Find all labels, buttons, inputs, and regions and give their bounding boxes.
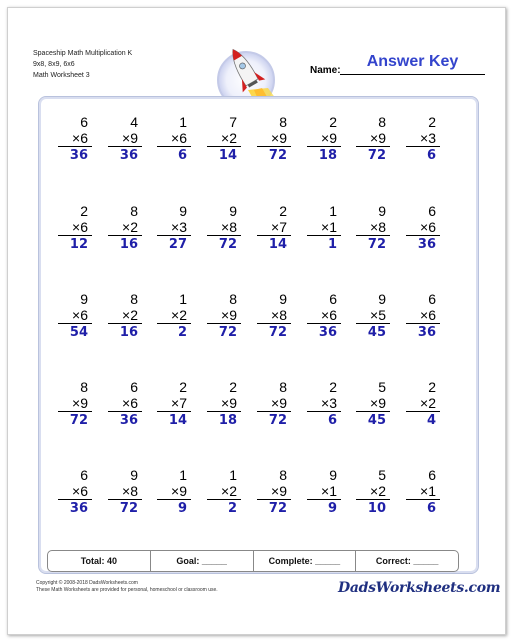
goal-field[interactable]: Goal: _____ <box>150 551 253 571</box>
multiplicand: 8 <box>229 291 237 307</box>
answer: 6 <box>426 501 436 516</box>
problem <box>352 291 392 341</box>
correct-field[interactable]: Correct: _____ <box>355 551 458 571</box>
problem <box>303 467 343 517</box>
multiplier: ×8 <box>221 219 237 235</box>
multiplier: ×9 <box>122 130 138 146</box>
problem <box>402 114 442 164</box>
answer: 6 <box>426 148 436 163</box>
answer: 36 <box>69 501 88 516</box>
problem <box>153 203 193 253</box>
problem <box>203 114 243 164</box>
multiplier: ×1 <box>321 219 337 235</box>
answer: 9 <box>177 501 187 516</box>
multiplier: ×8 <box>271 307 287 323</box>
answer: 6 <box>327 413 337 428</box>
problem <box>104 379 144 429</box>
usage-line: These Math Worksheets are provided for personal, homeschool or classroom use. <box>36 587 218 593</box>
problem <box>54 203 94 253</box>
problem <box>54 379 94 429</box>
multiplier: ×9 <box>171 483 187 499</box>
name-field[interactable] <box>340 74 485 75</box>
problem <box>402 291 442 341</box>
problem <box>253 114 293 164</box>
multiplier: ×2 <box>122 219 138 235</box>
worksheet-number: Math Worksheet 3 <box>33 72 90 79</box>
worksheet-title: Spaceship Math Multiplication K <box>33 50 133 57</box>
answer: 12 <box>69 237 88 252</box>
problem <box>253 467 293 517</box>
multiplier: ×2 <box>420 395 436 411</box>
problem <box>253 291 293 341</box>
problem <box>253 203 293 253</box>
multiplier: ×6 <box>72 307 88 323</box>
problem <box>352 114 392 164</box>
multiplier: ×6 <box>171 130 187 146</box>
multiplicand: 8 <box>130 291 138 307</box>
worksheet-facts: 9x8, 8x9, 6x6 <box>33 61 75 68</box>
multiplicand: 8 <box>80 379 88 395</box>
answer: 36 <box>417 325 436 340</box>
brand-logo: DadsWorksheets.com <box>338 580 501 596</box>
multiplier: ×2 <box>171 307 187 323</box>
problem <box>54 291 94 341</box>
answer: 14 <box>268 237 287 252</box>
answer: 36 <box>318 325 337 340</box>
answer: 54 <box>69 325 88 340</box>
multiplicand: 8 <box>279 114 287 130</box>
multiplier: ×3 <box>420 130 436 146</box>
answer: 72 <box>119 501 138 516</box>
multiplicand: 8 <box>378 114 386 130</box>
multiplier: ×9 <box>221 395 237 411</box>
multiplicand: 2 <box>428 379 436 395</box>
answer: 9 <box>327 501 337 516</box>
multiplicand: 1 <box>329 203 337 219</box>
multiplicand: 2 <box>279 203 287 219</box>
multiplicand: 6 <box>428 203 436 219</box>
answer: 72 <box>268 148 287 163</box>
complete-field[interactable]: Complete: _____ <box>253 551 356 571</box>
answer: 36 <box>119 413 138 428</box>
multiplicand: 4 <box>130 114 138 130</box>
multiplicand: 8 <box>279 379 287 395</box>
multiplier: ×3 <box>321 395 337 411</box>
multiplicand: 1 <box>179 467 187 483</box>
problem <box>153 379 193 429</box>
answer: 16 <box>119 237 138 252</box>
multiplicand: 8 <box>279 467 287 483</box>
multiplier: ×2 <box>122 307 138 323</box>
multiplier: ×2 <box>221 483 237 499</box>
multiplier: ×6 <box>72 483 88 499</box>
problem <box>54 467 94 517</box>
multiplicand: 2 <box>428 114 436 130</box>
multiplicand: 5 <box>378 467 386 483</box>
multiplier: ×9 <box>370 395 386 411</box>
problem <box>352 203 392 253</box>
multiplier: ×9 <box>271 483 287 499</box>
problem <box>402 203 442 253</box>
multiplier: ×8 <box>122 483 138 499</box>
problem <box>104 114 144 164</box>
problem <box>402 379 442 429</box>
answer: 2 <box>177 325 187 340</box>
multiplicand: 2 <box>179 379 187 395</box>
answer: 14 <box>168 413 187 428</box>
multiplicand: 2 <box>229 379 237 395</box>
problem <box>104 203 144 253</box>
answer: 72 <box>268 325 287 340</box>
problem <box>54 114 94 164</box>
multiplicand: 1 <box>179 114 187 130</box>
multiplier: ×9 <box>370 130 386 146</box>
copyright-line: Copyright © 2008-2018 DadsWorksheets.com <box>36 580 138 586</box>
multiplicand: 9 <box>329 467 337 483</box>
answer: 27 <box>168 237 187 252</box>
multiplier: ×6 <box>72 130 88 146</box>
name-label: Name: <box>310 65 341 76</box>
multiplicand: 8 <box>130 203 138 219</box>
answer: 14 <box>218 148 237 163</box>
answer: 10 <box>367 501 386 516</box>
problem <box>203 291 243 341</box>
multiplier: ×6 <box>72 219 88 235</box>
multiplicand: 9 <box>130 467 138 483</box>
multiplier: ×9 <box>271 130 287 146</box>
multiplier: ×1 <box>321 483 337 499</box>
multiplicand: 5 <box>378 379 386 395</box>
multiplicand: 9 <box>179 203 187 219</box>
answer: 36 <box>417 237 436 252</box>
multiplier: ×7 <box>171 395 187 411</box>
multiplier: ×6 <box>321 307 337 323</box>
problem <box>303 291 343 341</box>
multiplicand: 6 <box>428 467 436 483</box>
problem <box>203 467 243 517</box>
multiplier: ×9 <box>271 395 287 411</box>
multiplicand: 9 <box>229 203 237 219</box>
problem <box>303 203 343 253</box>
answer: 72 <box>367 237 386 252</box>
multiplicand: 9 <box>80 291 88 307</box>
problem <box>153 291 193 341</box>
answer: 72 <box>268 413 287 428</box>
multiplier: ×3 <box>171 219 187 235</box>
multiplicand: 2 <box>329 114 337 130</box>
answer: 18 <box>218 413 237 428</box>
problem <box>352 467 392 517</box>
answer: 1 <box>327 237 337 252</box>
multiplicand: 6 <box>428 291 436 307</box>
copyright-notice <box>36 580 218 594</box>
answer: 72 <box>218 325 237 340</box>
multiplier: ×5 <box>370 307 386 323</box>
answer: 72 <box>69 413 88 428</box>
multiplicand: 7 <box>229 114 237 130</box>
worksheet-header <box>33 48 132 81</box>
multiplier: ×1 <box>420 483 436 499</box>
multiplicand: 9 <box>378 291 386 307</box>
answer: 6 <box>177 148 187 163</box>
answer: 2 <box>227 501 237 516</box>
answer: 72 <box>218 237 237 252</box>
multiplicand: 6 <box>329 291 337 307</box>
multiplicand: 6 <box>80 467 88 483</box>
answer: 72 <box>367 148 386 163</box>
answer-key-title: Answer Key <box>366 53 459 70</box>
answer: 45 <box>367 325 386 340</box>
multiplier: ×7 <box>271 219 287 235</box>
answer: 72 <box>268 501 287 516</box>
problem <box>104 291 144 341</box>
problem <box>153 467 193 517</box>
multiplicand: 1 <box>229 467 237 483</box>
problem <box>253 379 293 429</box>
multiplier: ×6 <box>122 395 138 411</box>
problem <box>104 467 144 517</box>
problem <box>303 114 343 164</box>
total-cell: Total: 40 <box>80 556 118 566</box>
problem <box>352 379 392 429</box>
problem <box>203 379 243 429</box>
problem <box>303 379 343 429</box>
answer: 36 <box>69 148 88 163</box>
multiplier: ×9 <box>72 395 88 411</box>
multiplicand: 1 <box>179 291 187 307</box>
multiplier: ×6 <box>420 307 436 323</box>
answer: 18 <box>318 148 337 163</box>
answer: 4 <box>426 413 436 428</box>
multiplier: ×2 <box>221 130 237 146</box>
multiplicand: 2 <box>80 203 88 219</box>
multiplier: ×9 <box>221 307 237 323</box>
score-bar <box>47 550 459 572</box>
answer: 16 <box>119 325 138 340</box>
multiplicand: 9 <box>279 291 287 307</box>
multiplicand: 6 <box>130 379 138 395</box>
multiplier: ×9 <box>321 130 337 146</box>
answer: 36 <box>119 148 138 163</box>
problem <box>153 114 193 164</box>
answer: 45 <box>367 413 386 428</box>
problem <box>203 203 243 253</box>
multiplier: ×8 <box>370 219 386 235</box>
multiplicand: 9 <box>378 203 386 219</box>
multiplier: ×6 <box>420 219 436 235</box>
multiplier: ×2 <box>370 483 386 499</box>
multiplicand: 2 <box>329 379 337 395</box>
multiplicand: 6 <box>80 114 88 130</box>
problem <box>402 467 442 517</box>
